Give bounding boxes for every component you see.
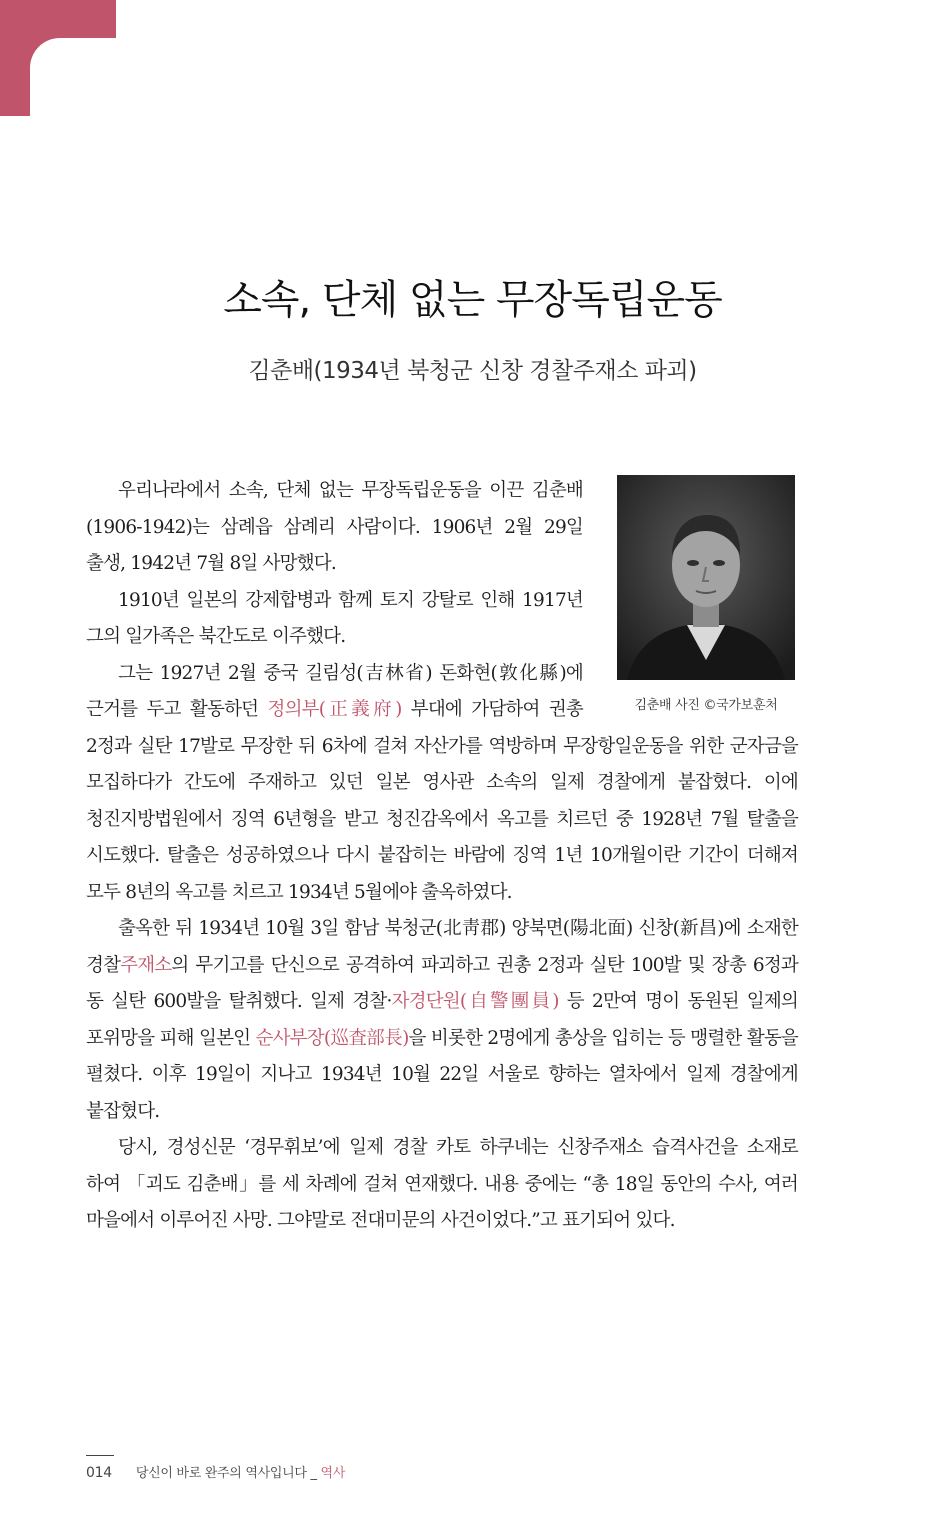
highlighted-term: 자경단원(自警團員) — [391, 991, 559, 1012]
highlighted-term: 정의부(正義府) — [267, 699, 402, 720]
page-number: 014 — [86, 1465, 112, 1481]
highlighted-term: 순사부장(巡査部長) — [255, 1027, 409, 1049]
text-run: 1910년 일본의 강제합병과 함께 토지 강탈로 인해 1917년 그의 일가족은 북간도로 이주했다. — [86, 589, 583, 647]
paragraph — [86, 911, 798, 1130]
page-subtitle: 김춘배(1934년 북청군 신창 경찰주재소 파괴) — [248, 358, 697, 384]
text-run: 당시, 경성신문 ‘경무휘보’에 일제 경찰 카토 하쿠네는 신창주재소 습격사건을 소재로 하여 「괴도 김춘배」를 세 차례에 걸쳐 연재했다. 내용 중에는 “총 18일 동안의 수사, 여러 마을에서 이루어진 사망. 그야말로 전대미문의 사건이었다.”고 표기되어 있다. — [86, 1137, 798, 1231]
text-run: 의 무기고를 단신으로 공격하여 파괴하고 권총 2정과 실탄 100발 및 장총 6정과 동 실탄 600발을 탈취했다. 일제 경찰· — [86, 954, 798, 1012]
text-run: 을 비롯한 2명에게 총상을 입히는 등 맹렬한 활동을 펼쳤다. 이후 19일이 지나고 1934년 10월 22일 서울로 향하는 열차에서 일제 경찰에게 붙잡혔다. — [86, 1027, 798, 1122]
photo-caption: 김춘배 사진 ©국가보훈처 — [634, 698, 778, 713]
text-run: 그는 1927년 2월 중국 길림성(吉林省) 돈화현(敦化縣)에 근거를 두고 활동하던 — [86, 662, 583, 720]
text-run: 등 2만여 명이 동원된 일제의 포위망을 피해 일본인 — [86, 991, 798, 1049]
article-body — [86, 473, 798, 1240]
text-run: 출옥한 뒤 1934년 10월 3일 함남 북청군(北靑郡) 양북면(陽北面) 신창(新昌)에 소재한 경찰 — [86, 918, 798, 976]
text-run: 우리나라에서 소속, 단체 없는 무장독립운동을 이끈 김춘배(1906-1942)는 삼례읍 삼례리 사람이다. 1906년 2월 29일 출생, 1942년 7월 8일 사망했다. — [86, 480, 583, 574]
paragraph — [86, 1130, 798, 1240]
page-title: 소속, 단체 없는 무장독립운동 — [223, 277, 722, 323]
text-run: 부대에 가담하여 권총 2정과 실탄 17발로 무장한 뒤 6차에 걸쳐 자산가를 역방하며 무장항일운동을 위한 군자금을 모집하다가 간도에 주재하고 있던 일본 영사관 소속의 일제 경찰에게 붙잡혔다. 이에 청진지방법원에서 징역 6년형을 받고 청진감옥에서 옥고를 치르던 중 1928년 7월 탈출을 시도했다. 탈출은 성공하였으나 다시 붙잡히는 바람에 징역 1년 10개월이란 기간이 더해져 모두 8년의 옥고를 치르고 1934년 5월에야 출옥하였다. — [86, 699, 798, 903]
book-title-tail: 역사 — [320, 1466, 346, 1481]
corner-decoration — [0, 0, 116, 116]
page-footer — [86, 1462, 345, 1481]
highlighted-term: 주재소 — [120, 954, 172, 976]
book-title: 당신이 바로 완주의 역사입니다 _ — [135, 1466, 321, 1481]
